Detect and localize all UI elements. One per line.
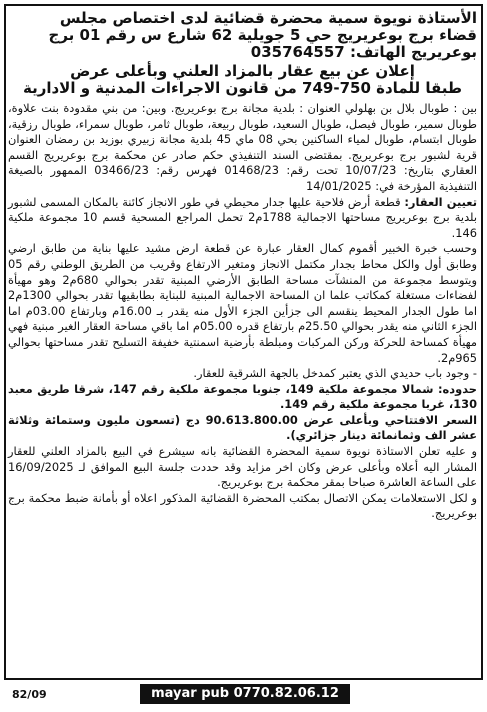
- contact-paragraph: و لكل الاستعلامات يمكن الاتصال بمكتب المحضرة القضائية المذكور اعلاه أو بأمانة ضبط محكمة برج بوعريريج.: [8, 490, 477, 521]
- price-paragraph: السعر الافتتاحي وبأعلى عرض 90.613.800.00 دج (تسعون مليون وستمائة وثلاثة عشر الف وثمانمائة دينار جزائري).: [8, 412, 477, 443]
- bailiff-line-2: قضاء برج بوعريريج حي 5 جويلية 62 شارع س رقم 01 برج: [48, 26, 477, 44]
- bailiff-phone-line: بوعريريج الهاتف: 035764557: [250, 43, 477, 61]
- parties-paragraph: بين : طوبال بلال بن بهلولي العنوان : بلدية مجانة برج بوعريريج. وبين: من بني مقدودة بنت علاوة، طوبال سمير، طوبال فيصل، طوبال السعيد، طوبال ربيعة، طوبال ثامر، طوبال سمراء، طوبال رزقية، طوبال ابتسام، طوبال لمياء الساكنين بحي 08 ماي 45 بلدية مجانة زبيري بوزيد بن رمضان العنوان قرية لشبور برج بوعريريج. بمقتضى السند التنفيذي حكم صادر عن محكمة برج بوعريريج القسم العقاري بتاريخ: 10/07/23 تحت رقم: 01468/23 فهرس رقم: 03466/23 الممهور بالصيغة التنفيذية المؤرخة في: 14/01/2025: [8, 101, 477, 193]
- notice-title-line-1: إعلان عن بيع عقار بالمزاد العلني وبأعلى عرض: [70, 62, 415, 80]
- sale-paragraph: و عليه تعلن الاستاذة نويوة سمية المحضرة القضائية بانه سيشرع في البيع بالمزاد العلني للعقار المشار اليه أعلاه وبأعلى عرض وكان اخر مزايد وقد حددت جلسة البيع الموافق لـ 16/09/2025 على الساعة العاشرة صباحا بمقر محكمة برج بوعريريج.: [8, 444, 477, 490]
- designation-paragraph: [8, 195, 477, 242]
- page-number: 82/09: [12, 688, 47, 701]
- publisher-banner: mayar pub 0770.82.06.12: [140, 684, 350, 704]
- expert-paragraph: وحسب خبرة الخبير أقموم كمال العقار عبارة عن قطعة ارض مشيد عليها بناية من طابق ارضي وطابق أول والكل محاط بجدار مكتمل الانجاز ومتغير الارتفاع وقريب من الطريق الوطني رقم 05 ويتوسط مجموعة من المنشآت مساحة الطابق الأرضي المبنية تقدر بحوالي 680م2 وهو مهيأة لفضاءات مستغلة كمكاتب علما ان المساحة الاجمالية المبنية للبناية بطابقيها تقدر بحوالي 1300م2 اما طول الجدار المحيط ينقسم الى جزأين الجزء الأول منه يقدر بـ 16.00م وبارتفاع 03.00م اما الجزء الثاني منه يقدر بحوالي 25.50م بارتفاع قدره 05.00م اما باقي مساحة العقار الغير مبنية فهي مهيأة كمساحة للحركة وركن المركبات ومبلطة بأرضية اسمنتية خفيفة التسليح تقدر مساحتها بحوالي 965م2.: [8, 241, 477, 365]
- designation-text: قطعة أرض فلاحية عليها جدار محيطي في طور الانجاز كائنة بالمكان المسمى لشبور بلدية برج بوعريريج مساحتها الاجمالية 1788م2 تحمل المراجع المسحية قسم 10 مجموعة ملكية 146.: [8, 194, 477, 240]
- gate-paragraph: - وجود باب حديدي الذي يعتبر كمدخل بالجهة الشرقية للعقار.: [193, 366, 477, 381]
- notice-title: [8, 63, 477, 97]
- bounds-paragraph: حدوده: شمالا مجموعة ملكية 149، جنوبا مجموعة ملكية رقم 147، شرقا طريق معبد 130، غربا مجموعة ملكية رقم 149.: [8, 381, 477, 412]
- designation-label: تعيين العقار:: [404, 194, 477, 209]
- notice-body: [8, 101, 477, 522]
- bailiff-line-1: الأستاذة نويوة سمية محضرة قضائية لدى اختصاص مجلس: [59, 9, 477, 27]
- notice-content: [8, 10, 477, 522]
- page-footer: [4, 682, 483, 708]
- notice-title-line-2: طبقا للمادة 750-749 من قانون الاجراءات المدنية و الادارية: [22, 79, 463, 97]
